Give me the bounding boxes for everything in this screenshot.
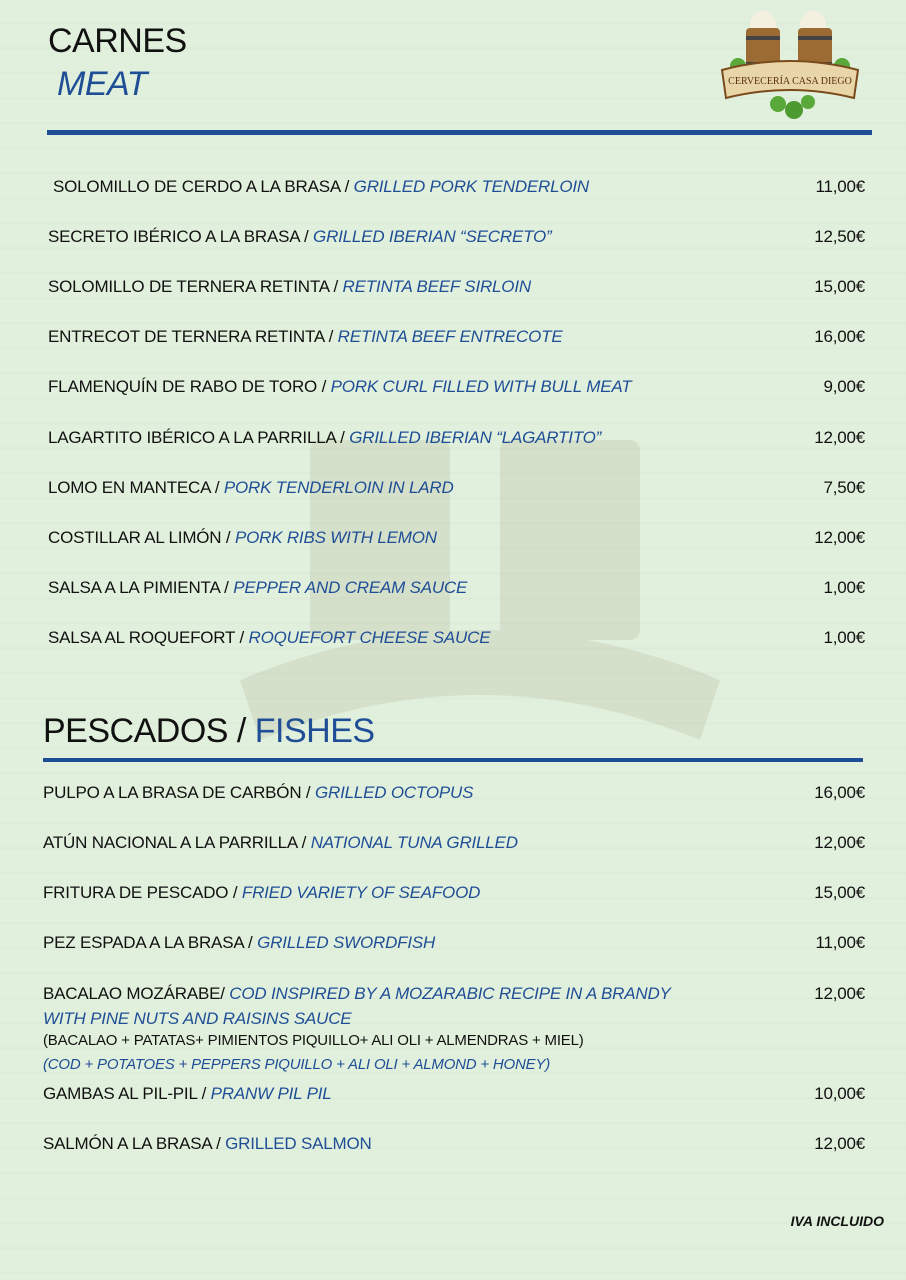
item-name-en: RETINTA BEEF ENTRECOTE xyxy=(337,327,563,347)
item-name-es: SOLOMILLO DE CERDO A LA BRASA / xyxy=(53,177,354,196)
item-price: 10,00€ xyxy=(814,1084,865,1103)
svg-text:CERVECERÍA CASA DIEGO: CERVECERÍA CASA DIEGO xyxy=(728,76,852,87)
item-price: 12,00€ xyxy=(814,427,865,447)
item-price: 1,00€ xyxy=(823,627,865,647)
item-name-en-cont: WITH PINE NUTS AND RAISINS SAUCE xyxy=(43,1009,352,1028)
item-name-en: NATIONAL TUNA GRILLED xyxy=(310,833,518,852)
item-price: 9,00€ xyxy=(823,377,865,397)
menu-item xyxy=(43,932,865,954)
meat-divider xyxy=(47,130,872,135)
item-name-es: GAMBAS AL PIL-PIL / xyxy=(43,1084,211,1103)
item-price: 16,00€ xyxy=(814,327,865,347)
item-price: 11,00€ xyxy=(815,933,865,952)
item-name-es: PEZ ESPADA A LA BRASA / xyxy=(43,933,258,952)
item-name-es: SECRETO IBÉRICO A LA BRASA / xyxy=(48,227,314,247)
item-name-en: COD INSPIRED BY A MOZARABIC RECIPE IN A BRANDY xyxy=(229,984,671,1003)
menu-item xyxy=(53,176,865,198)
item-name-en: GRILLED SWORDFISH xyxy=(257,933,436,952)
item-name-en: GRILLED OCTOPUS xyxy=(314,783,474,802)
item-detail-es: (BACALAO + PATATAS+ PIMIENTOS PIQUILLO+ ALI OLI + ALMENDRAS + MIEL) xyxy=(43,1032,584,1049)
item-name-en: PORK CURL FILLED WITH BULL MEAT xyxy=(330,377,632,397)
item-name-en: GRILLED SALMON xyxy=(225,1134,372,1153)
menu-item xyxy=(48,427,865,449)
menu-item xyxy=(48,627,865,649)
section-title-fish-es: PESCADOS / xyxy=(43,712,255,750)
item-name-es: LOMO EN MANTECA / xyxy=(48,477,224,497)
section-title-meat: CARNES xyxy=(48,22,187,60)
item-price: 1,00€ xyxy=(823,577,865,597)
item-name-en: GRILLED IBERIAN “LAGARTITO” xyxy=(349,427,602,447)
logo xyxy=(718,6,862,124)
item-name-en: PORK TENDERLOIN IN LARD xyxy=(223,477,454,497)
item-price: 15,00€ xyxy=(814,277,865,297)
item-name-en: PORK RIBS WITH LEMON xyxy=(234,527,437,547)
section-title-fish xyxy=(43,712,375,751)
item-name-es: LAGARTITO IBÉRICO A LA PARRILLA / xyxy=(48,427,350,447)
section-title-fish-en: FISHES xyxy=(254,712,375,750)
menu-item xyxy=(43,1083,865,1105)
menu-item xyxy=(43,832,865,854)
item-name-es: SOLOMILLO DE TERNERA RETINTA / xyxy=(48,277,343,297)
menu-item xyxy=(48,326,865,348)
menu-item xyxy=(48,527,865,549)
item-name-en: GRILLED PORK TENDERLOIN xyxy=(353,177,590,196)
menu-item xyxy=(48,276,865,298)
item-name-en: GRILLED IBERIAN “SECRETO” xyxy=(313,227,552,247)
section-subtitle-meat: MEAT xyxy=(57,65,147,103)
item-price: 12,00€ xyxy=(814,833,865,852)
item-price: 15,00€ xyxy=(814,883,865,902)
item-name-es: BACALAO MOZÁRABE/ xyxy=(43,984,230,1003)
menu-item xyxy=(48,477,865,499)
item-name-en: FRIED VARIETY OF SEAFOOD xyxy=(241,883,481,902)
item-name-es: SALSA AL ROQUEFORT / xyxy=(48,627,249,647)
menu-item xyxy=(48,226,865,248)
item-name-en: PRANW PIL PIL xyxy=(210,1084,332,1103)
item-price: 16,00€ xyxy=(814,783,865,802)
menu-item xyxy=(43,782,865,804)
item-name-es: COSTILLAR AL LIMÓN / xyxy=(48,527,235,547)
item-name-en: PEPPER AND CREAM SAUCE xyxy=(233,577,468,597)
item-price: 7,50€ xyxy=(823,477,865,497)
item-name-es: FRITURA DE PESCADO / xyxy=(43,883,242,902)
item-name-en: ROQUEFORT CHEESE SAUCE xyxy=(248,627,491,647)
item-name-es: SALSA A LA PIMIENTA / xyxy=(48,577,234,597)
item-price: 12,00€ xyxy=(814,984,865,1003)
item-name-es: FLAMENQUÍN DE RABO DE TORO / xyxy=(48,377,331,397)
item-name-es: ATÚN NACIONAL A LA PARRILLA / xyxy=(43,833,311,852)
item-name-es: ENTRECOT DE TERNERA RETINTA / xyxy=(48,327,338,347)
item-name-es: SALMÓN A LA BRASA / xyxy=(43,1134,226,1153)
menu-item xyxy=(43,882,865,904)
menu-item xyxy=(43,1133,865,1155)
item-price: 12,50€ xyxy=(814,227,865,247)
item-name-en: RETINTA BEEF SIRLOIN xyxy=(342,277,531,297)
menu-item xyxy=(48,376,865,398)
tax-note: IVA INCLUIDO xyxy=(790,1213,884,1229)
menu-item xyxy=(43,983,865,1076)
fish-divider xyxy=(43,758,863,762)
item-price: 12,00€ xyxy=(814,1134,865,1153)
item-price: 11,00€ xyxy=(815,177,865,196)
menu-item xyxy=(48,577,865,599)
item-price: 12,00€ xyxy=(814,527,865,547)
item-detail-en: (COD + POTATOES + PEPPERS PIQUILLO + ALI OLI + ALMOND + HONEY) xyxy=(43,1056,551,1073)
item-name-es: PULPO A LA BRASA DE CARBÓN / xyxy=(43,783,315,802)
